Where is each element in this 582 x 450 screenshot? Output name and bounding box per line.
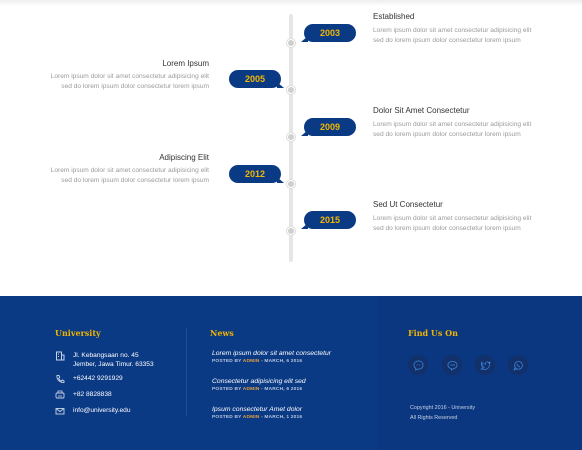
mail-icon — [55, 406, 65, 416]
year-badge: 2009 — [304, 118, 356, 136]
year-badge: 2003 — [304, 24, 356, 42]
event-title: Adipiscing Elit — [159, 153, 209, 162]
event-text: Lorem ipsum dolor sit amet consectetur adipisicing elit sed do lorem ipsum dolor consectetur lorem ipsum — [373, 27, 532, 44]
event-text: Lorem ipsum dolor sit amet consectetur adipisicing elit sed do lorem ipsum dolor consectetur lorem ipsum — [50, 167, 209, 184]
year-badge: 2015 — [304, 211, 356, 229]
news-meta — [212, 359, 331, 364]
event-text: Lorem ipsum dolor sit amet consectetur adipisicing elit sed do lorem ipsum dolor consectetur lorem ipsum — [373, 121, 532, 138]
line-button[interactable] — [442, 355, 462, 375]
timeline-dot — [287, 133, 295, 141]
top-shadow — [0, 0, 582, 6]
news-author[interactable]: ADMIN — [242, 387, 260, 392]
posted-by-label: POSTED BY — [212, 387, 242, 392]
news-date: - MARCH, 1 2016 — [261, 415, 303, 420]
event-text: Lorem ipsum dolor sit amet consectetur adipisicing elit sed do lorem ipsum dolor consectetur lorem ipsum — [50, 73, 209, 90]
posted-by-label: POSTED BY — [212, 359, 242, 364]
twitter-icon — [480, 360, 491, 371]
copyright-line-1: Copyright 2016 - University — [410, 405, 476, 411]
line-icon — [447, 360, 458, 371]
news-author[interactable]: ADMIN — [242, 359, 260, 364]
event-text: Lorem ipsum dolor sit amet consectetur adipisicing elit sed do lorem ipsum dolor consectetur lorem ipsum — [373, 215, 532, 232]
fax-icon — [55, 390, 65, 400]
news-meta — [212, 415, 302, 420]
timeline-dot — [287, 39, 295, 47]
news-title[interactable]: Consectetur adipisicing elit sed — [212, 378, 306, 385]
news-author[interactable]: ADMIN — [242, 415, 260, 420]
phone-icon — [55, 374, 65, 384]
email-link[interactable]: info@university.edu — [73, 407, 131, 414]
news-heading: News — [210, 328, 234, 338]
site-footer — [0, 296, 582, 450]
footer-divider — [186, 328, 187, 416]
news-date: - MARCH, 6 2016 — [261, 359, 303, 364]
news-date: - MARCH, 6 2016 — [261, 387, 303, 392]
address-row — [55, 351, 154, 369]
event-title: Dolor Sit Amet Consectetur — [373, 106, 470, 115]
messenger-button[interactable] — [408, 355, 428, 375]
posted-by-label: POSTED BY — [212, 415, 242, 420]
timeline-dot — [287, 86, 295, 94]
news-item[interactable] — [212, 378, 306, 392]
news-title[interactable]: Lorem ipsum dolor sit amet consectetur — [212, 350, 331, 357]
whatsapp-icon — [513, 360, 524, 371]
find-us-heading: Find Us On — [408, 328, 458, 338]
phone-row — [55, 374, 123, 384]
event-title: Lorem Ipsum — [162, 59, 209, 68]
news-item[interactable] — [212, 406, 302, 420]
copyright-line-2: All Rights Reserved — [410, 415, 458, 421]
year-badge: 2012 — [229, 165, 281, 183]
messenger-icon — [413, 360, 424, 371]
phone-text[interactable]: +62442 9291929 — [73, 375, 123, 382]
address-line-2: Jember, Jawa Timur. 63353 — [73, 361, 154, 368]
timeline-dot — [287, 227, 295, 235]
address-text — [73, 351, 154, 369]
news-item[interactable] — [212, 350, 331, 364]
fax-text: +82 8828838 — [73, 391, 112, 398]
news-meta — [212, 387, 306, 392]
whatsapp-button[interactable] — [508, 355, 528, 375]
year-badge: 2005 — [229, 70, 281, 88]
timeline-dot — [287, 180, 295, 188]
fax-row — [55, 390, 112, 400]
address-line-1: Jl. Kebangsaan no. 45 — [73, 352, 139, 359]
news-title[interactable]: Ipsum consectetur Amet dolor — [212, 406, 303, 413]
email-row — [55, 406, 131, 416]
svg-text:LINE: LINE — [449, 363, 455, 367]
building-icon — [55, 351, 65, 361]
twitter-button[interactable] — [475, 355, 495, 375]
event-title: Established — [373, 12, 415, 21]
university-heading: University — [55, 328, 101, 338]
event-title: Sed Ut Consectetur — [373, 200, 443, 209]
